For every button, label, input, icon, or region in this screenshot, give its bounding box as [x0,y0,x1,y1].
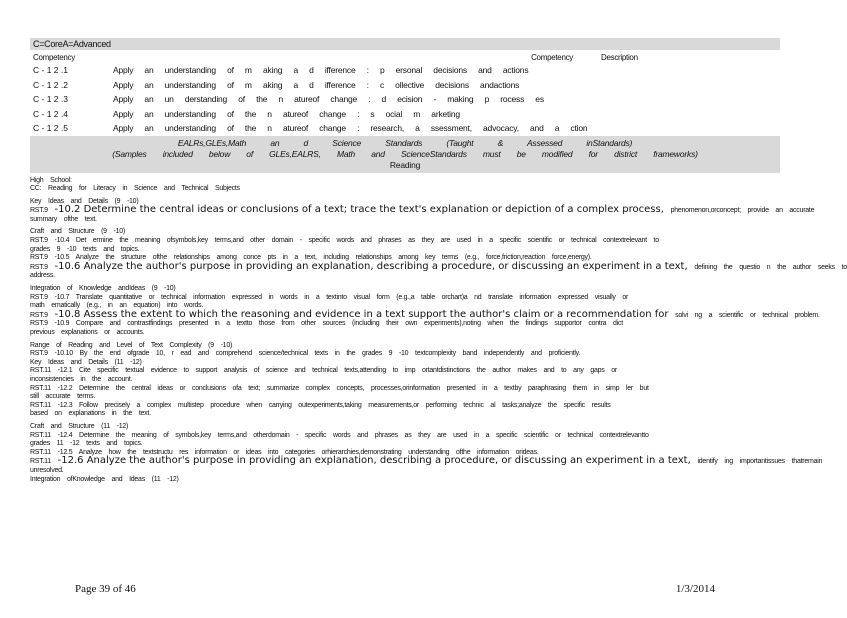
competency-description: Apply an understanding of the n atureof change : s ocial m arketing [113,108,460,119]
table-row [30,107,780,122]
standard-post: phenomenon,orconcept; provide an accurate [663,207,815,215]
standard-line: High School: [30,176,72,184]
standard-line: RST.9 -10.7 Translate quantitative or technical information expressed in words in a textinto visual form (e.g.,a table orchart)a nd translate information expressed visually or [30,293,629,301]
standard-line [30,204,815,216]
ealr-reading: Reading [389,159,421,170]
standard-line [30,308,820,321]
standard-pre: RST.11 [30,458,58,466]
standard-line: math ematically (e.g., in an equation) into words. [30,302,204,310]
header-competency: Competency [33,53,75,62]
table-row [30,63,780,78]
standard-line: RST.11 -12.2 Determine the central ideas or conclusions ofa text; summarize complex concepts, processes,orinformation presented in a textby paraphrasing them in simp ler but [30,384,649,392]
standard-line: grades 9 -10 texts and topics. [30,245,140,253]
standard-line: still accurate terms. [30,393,96,401]
competency-description: Apply an understanding of m aking a d ifference : p ersonal decisions and actions [113,65,529,76]
standard-big: -10.2 Determine the central ideas or conclusions of a text; trace the text's explanation or depiction of a complex process, [54,204,664,216]
standards-section [30,422,823,484]
standard-line: based on explanations in the text. [30,410,151,418]
standard-line: RST.11 -12.4 Determine the meaning of symbols,key terms,and otherdomain - specific words and phrases as they are used in a specific scientific or technical contextrelevantto [30,431,649,439]
table-header [30,52,780,63]
standard-line [30,260,847,273]
standards-section [30,177,780,194]
standard-line: Craft and Structure (9 -10) [30,228,125,236]
competency-code: C - 1 2 .1 [33,65,68,76]
legend-band: C=CoreA=Advanced [30,38,780,50]
standard-line: summary ofthe text. [30,215,97,223]
page-footer [75,583,715,595]
standard-big: -10.6 Analyze the author's purpose in providing an explanation, describing a procedure, or discussing an experiment in a text, [54,260,688,272]
document-page [30,38,847,484]
standard-line: RST.11 -12.5 Analyze how the textstructu res information or ideas into categories orhierarchies,demonstrating understanding ofthe information orideas. [30,448,539,456]
header-competency-2: Competency [531,53,573,62]
competency-description: Apply an understanding of m aking a d ifference : c ollective decisions andactions [113,79,520,90]
standard-line: inconsistencies in the account. [30,375,133,383]
standard-line: RST.9 -10.5 Analyze the structure ofthe relationships among conce pts in a text, including relationships among key terms (e.g., force,friction,reaction force,energy). [30,254,592,262]
standard-line: RST.11 -12.1 Cite specific textual evidence to support analysis of science and technical texts,attending to imp ortantdistinctions the author makes and to any gaps or [30,367,617,375]
footer-date: 1/3/2014 [675,583,715,595]
ealr-band [30,136,780,173]
standard-post: solvi ng a scientific or technical problem. [668,311,820,319]
standard-line: Key Ideas and Details (9 -10) [30,197,139,205]
standards-section [30,342,780,419]
competency-code: C - 1 2 .2 [33,79,68,90]
standard-line [30,455,823,467]
standards-section [30,285,820,338]
competency-code: C - 1 2 .5 [33,123,68,134]
table-row [30,121,780,136]
competency-code: C - 1 2 .4 [33,108,68,119]
standard-line: RST.9 -10.4 Det ermine the meaning ofsymbols,key terms,and other domain - specific words and phrases as they are used in a specific scientific or technical contextrelevant to [30,237,659,245]
standard-pre: RST.9 [30,207,55,215]
table-row [30,78,780,93]
standard-line: Craft and Structure (11 -12) [30,422,129,430]
standard-big: -10.8 Assess the extent to which the reasoning and evidence in a text support the author's claim or a recommendation for [54,308,669,320]
standard-post: defining the questio n the author seeks to [687,263,847,271]
standard-line: CC: Reading for Literacy in Science and Technical Subjects [30,185,240,193]
standard-line: Key Ideas and Details (11 -12) [30,358,142,366]
page-number: Page 39 of 46 [75,583,136,595]
competency-description: Apply an un derstanding of the n atureof change : d ecision - making p rocess es [113,94,544,105]
standard-line: previous explanations or accounts. [30,329,145,336]
standard-big: -12.6 Analyze the author's purpose in providing an explanation, describing a procedure, or discussing an experiment in a text, [57,455,691,467]
standard-post: identify ing importantissues thatremain [690,458,823,466]
standards-section [30,197,815,225]
standard-line: RST.9 -10.10 By the end ofgrade 10, r ead and comprehend science/technical texts in the grades 9 -10 textcomplexity band independently and proficiently. [30,350,581,358]
standard-line: Integration of Knowledge andIdeas (9 -10) [30,285,176,293]
standards-body [30,176,847,485]
table-row [30,92,780,107]
standard-line: Integration ofKnowledge and Ideas (11 -12) [30,475,179,483]
competency-code: C - 1 2 .3 [33,94,68,105]
standard-line: unresolved. [30,466,64,474]
competency-table [30,63,780,136]
ealr-subtitle: (Samples included below of GLEs,EALRS, Math and ScienceStandards must be modified for district frameworks) [112,148,698,159]
standards-section [30,228,847,281]
header-description: Description [601,53,638,62]
standard-line: grades 11 -12 texts and topics. [30,440,143,448]
standard-line: address. [30,272,55,280]
ealr-title: EALRs,GLEs,Math an d Science Standards (Taught & Assessed inStandards) [177,137,633,148]
standard-line: RST.9 -10.9 Compare and contrastfindings presented in a textto those from other sources (including their own experiments),noting when the findings supportor contra dict [30,320,623,328]
competency-description: Apply an understanding of the n atureof change : research, a ssessment, advocacy, and a ction [113,123,588,134]
standard-pre: RST.9 [30,311,55,319]
standard-line: Range of Reading and Level of Text Complexity (9 -10) [30,341,233,349]
standard-pre: RST.9 [30,263,55,271]
standard-line: RST.11 -12.3 Follow precisely a complex multistep procedure when carrying outexperiments,taking measurements,or performing technic al tasks;analyze the specific results [30,401,611,409]
